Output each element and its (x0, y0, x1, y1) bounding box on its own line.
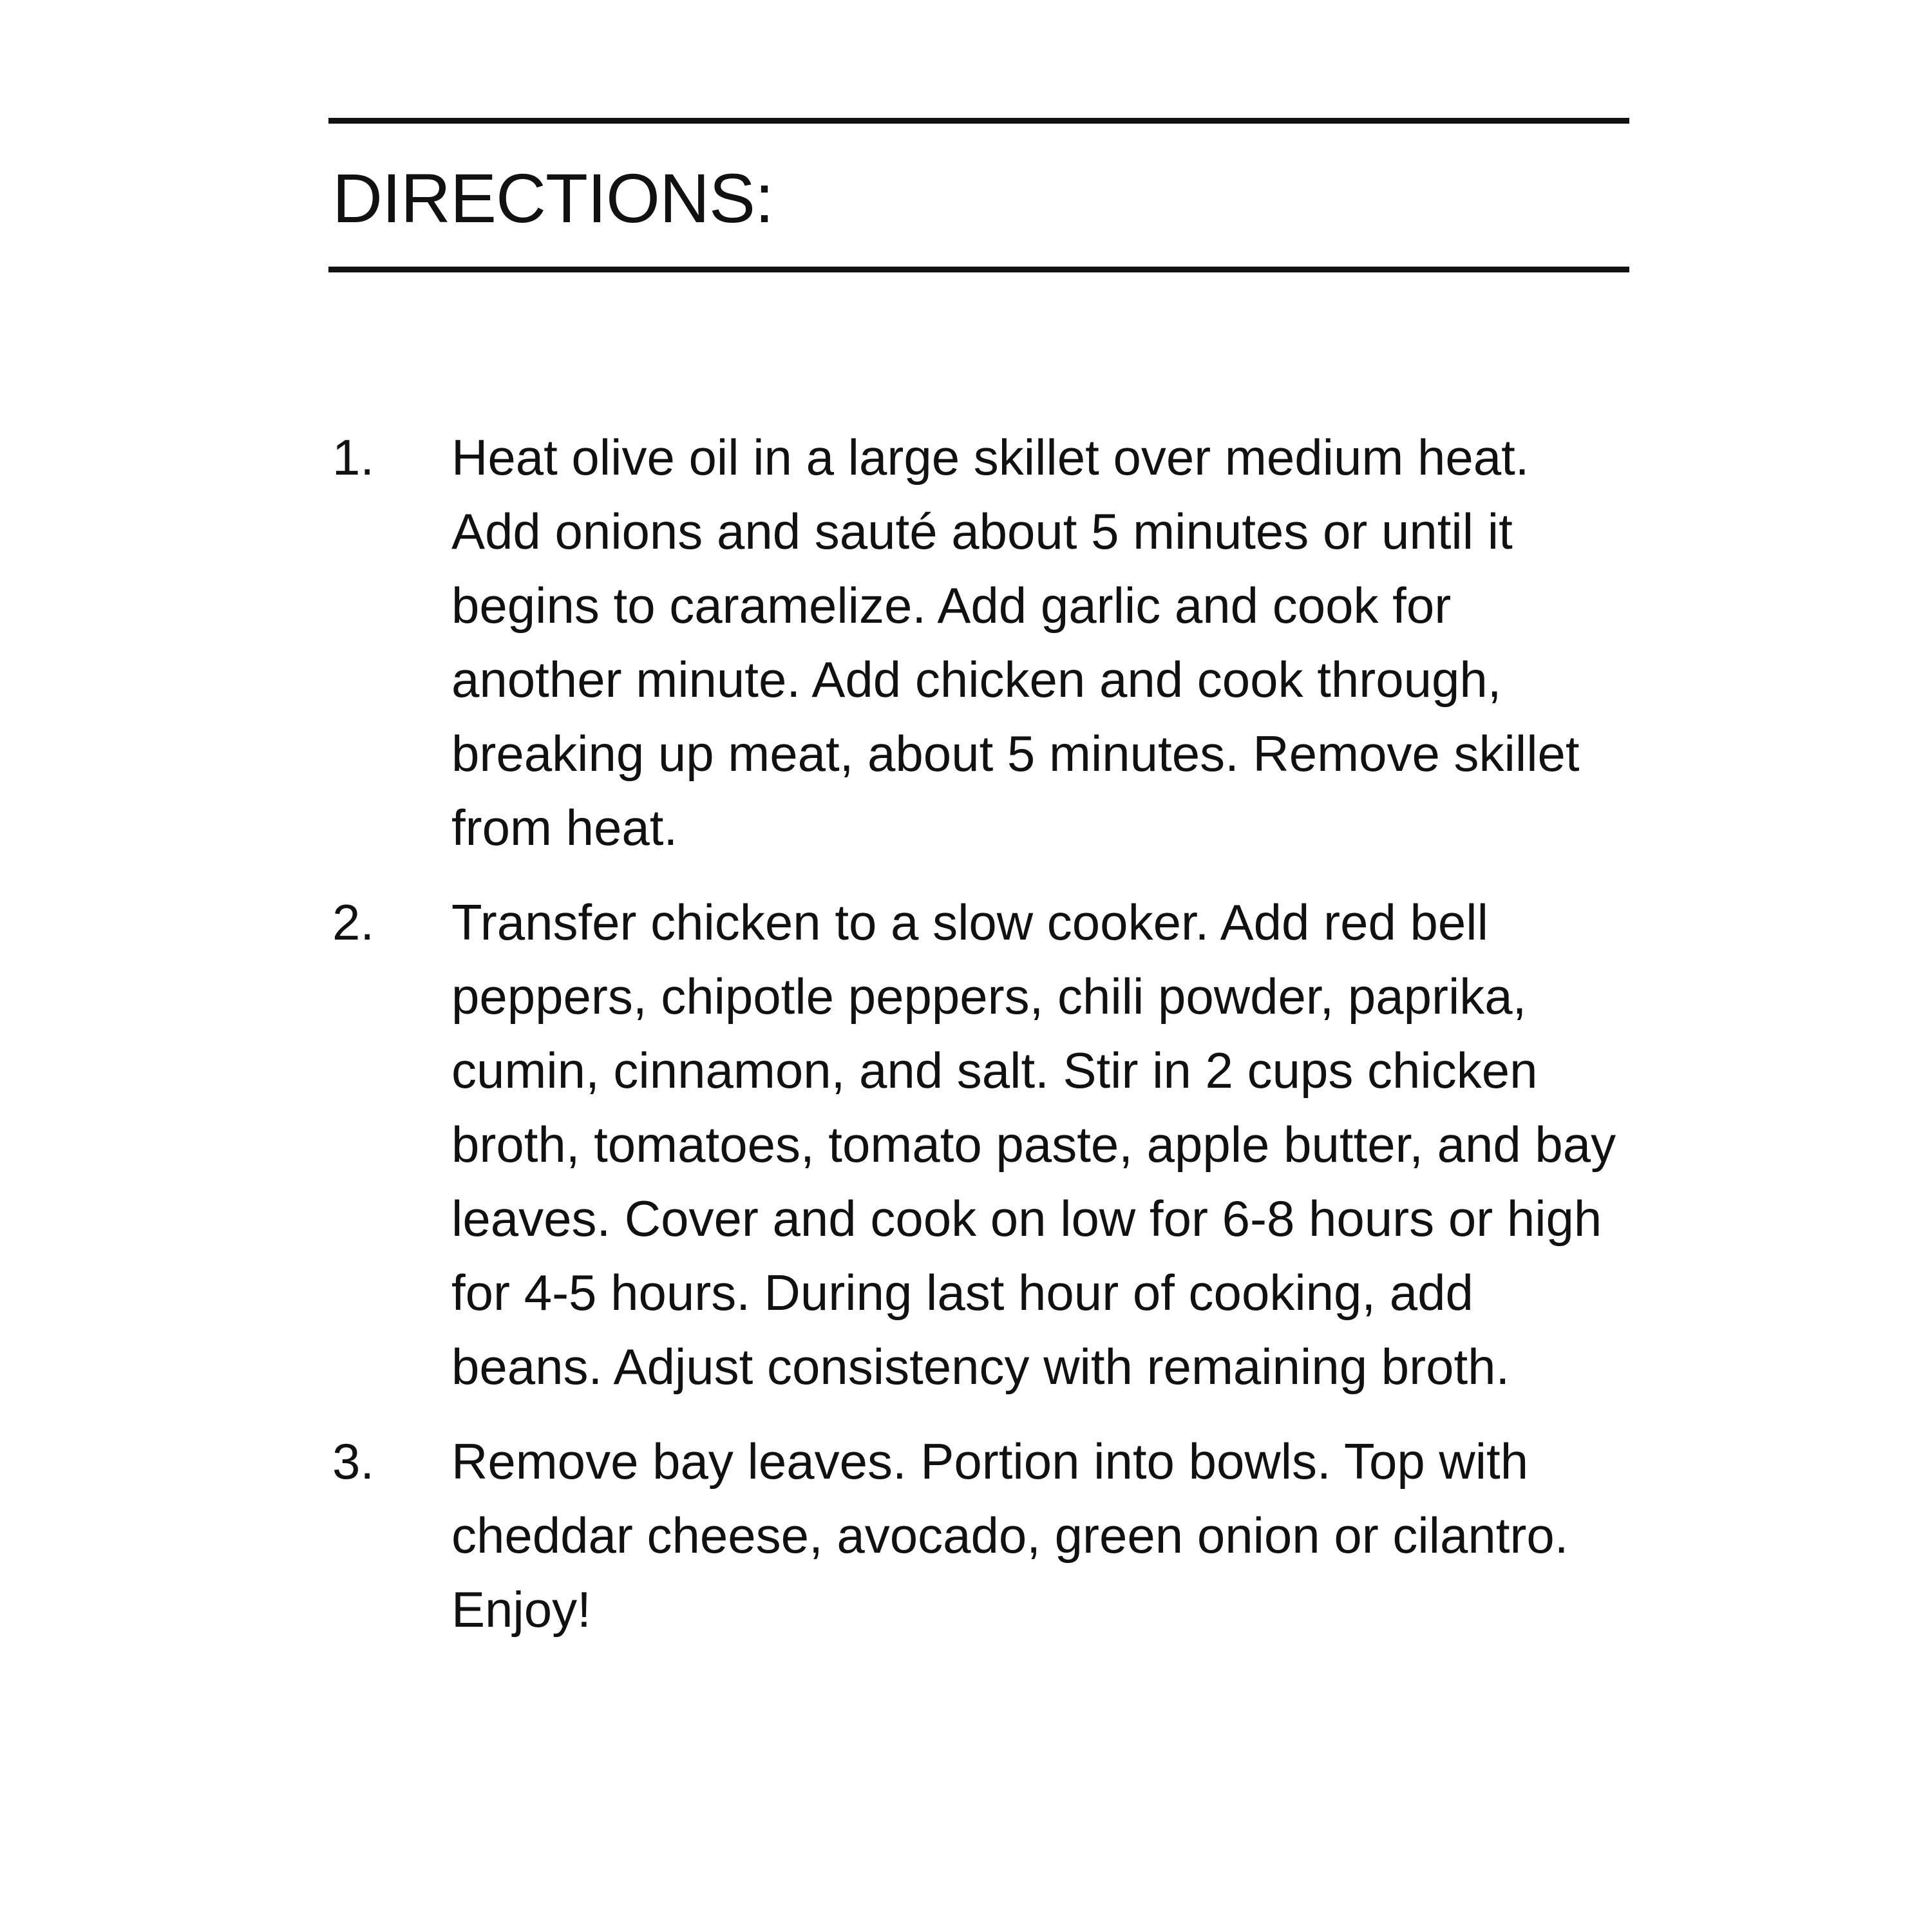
step-text: Remove bay leaves. Portion into bowls. Top with cheddar cheese, avocado, green onion or cilantro. Enjoy! (451, 1433, 1569, 1638)
directions-heading: DIRECTIONS: (332, 159, 774, 237)
bottom-rule (328, 267, 1629, 272)
directions-section (328, 118, 1629, 1667)
step-number: 1. (332, 429, 375, 486)
steps-list (328, 421, 1629, 1647)
step-number: 3. (332, 1433, 375, 1490)
step-text: Transfer chicken to a slow cooker. Add red bell peppers, chipotle peppers, chili powder, paprika, cumin, cinnamon, and salt. Stir in 2 cups chicken broth, tomatoes, tomato paste, apple butter, and bay leaves. Cover and cook on low for 6-8 hours or high for 4-5 hours. During last hour of cooking, add beans. Adjust consistency with remaining broth. (451, 894, 1616, 1395)
step-number: 2. (332, 894, 375, 951)
step-item (328, 1425, 1629, 1647)
step-item (328, 886, 1629, 1404)
step-text: Heat olive oil in a large skillet over medium heat. Add onions and sauté about 5 minutes or until it begins to caramelize. Add garlic and cook for another minute. Add chicken and cook through, breaking up meat, about 5 minutes. Remove skillet from heat. (451, 429, 1580, 856)
step-item (328, 421, 1629, 865)
top-rule (328, 118, 1629, 124)
